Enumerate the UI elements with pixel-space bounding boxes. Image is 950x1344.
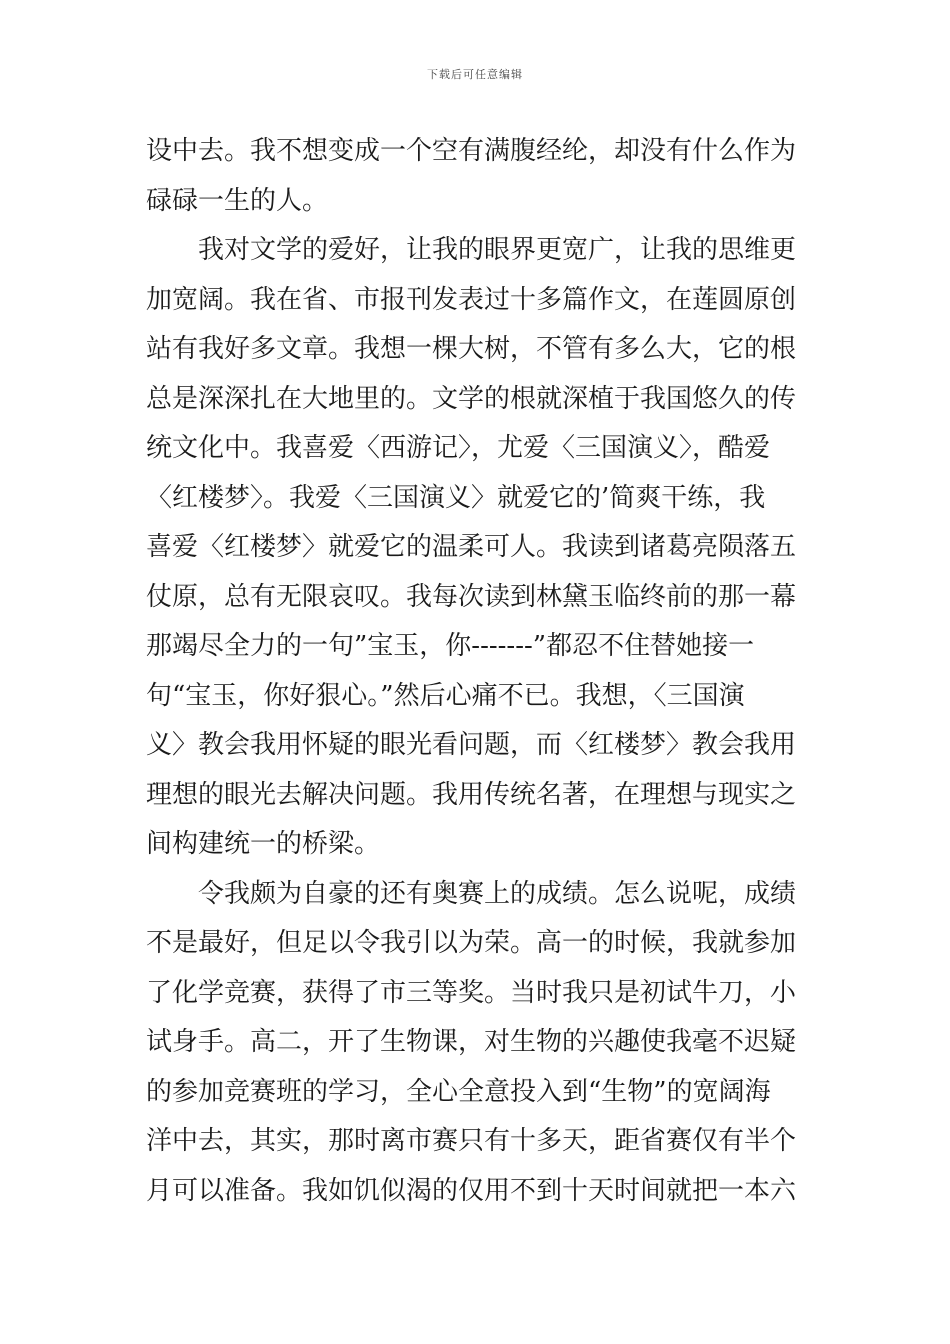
text-line: 洋中去，其实，那时离市赛只有十多天，距省赛仅有半个: [146, 1126, 797, 1156]
text-line: 统文化中。我喜爱〈西游记〉，尤爱〈三国演义〉，酷爱: [146, 433, 771, 463]
text-line: 月可以准备。我如饥似渴的仅用不到十天时间就把一本六: [146, 1175, 797, 1206]
text-line: 我对文学的爱好，让我的眼界更宽广，让我的思维更: [146, 235, 797, 265]
text-line: 义〉教会我用怀疑的眼光看问题，而〈红楼梦〉教会我用: [146, 730, 797, 760]
text-line: 的参加竞赛班的学习，全心全意投入到“生物”的宽阔海: [146, 1076, 771, 1107]
document-body: [146, 128, 816, 1217]
text-line: 间构建统一的桥梁。: [146, 829, 381, 859]
text-line: 站有我好多文章。我想一棵大树，不管有多么大，它的根: [146, 334, 797, 364]
text-line: 碌碌一生的人。: [146, 185, 329, 216]
page-header: 下载后可任意编辑: [427, 68, 523, 81]
text-line: 了化学竞赛，获得了市三等奖。当时我只是初试牛刀，小: [146, 977, 797, 1008]
text-line: 理想的眼光去解决问题。我用传统名著，在理想与现实之: [146, 779, 797, 810]
text-line: 试身手。高二，开了生物课，对生物的兴趣使我毫不迟疑: [146, 1027, 797, 1057]
text-line: 加宽阔。我在省、市报刊发表过十多篇作文，在莲圆原创: [146, 284, 797, 315]
text-line: 设中去。我不想变成一个空有满腹经纶，却没有什么作为: [146, 136, 797, 166]
text-line: 〈红楼梦〉。我爱〈三国演义〉就爱它的’简爽干练，我: [146, 482, 766, 513]
text-line: 喜爱〈红楼梦〉就爱它的温柔可人。我读到诸葛亮陨落五: [146, 532, 797, 562]
text-line: 总是深深扎在大地里的。文学的根就深植于我国悠久的传: [146, 383, 797, 414]
text-line: 句“宝玉，你好狠心。”然后心痛不已。我想，〈三国演: [146, 680, 745, 711]
text-line: 令我颇为自豪的还有奥赛上的成绩。怎么说呢，成绩: [146, 878, 797, 909]
text-line: 不是最好，但足以令我引以为荣。高一的时候，我就参加: [146, 928, 797, 958]
text-line: 仗原，总有无限哀叹。我每次读到林黛玉临终前的那一幕: [146, 581, 797, 612]
text-line: 那竭尽全力的一句”宝玉，你-------”都忍不住替她接一: [146, 631, 755, 661]
